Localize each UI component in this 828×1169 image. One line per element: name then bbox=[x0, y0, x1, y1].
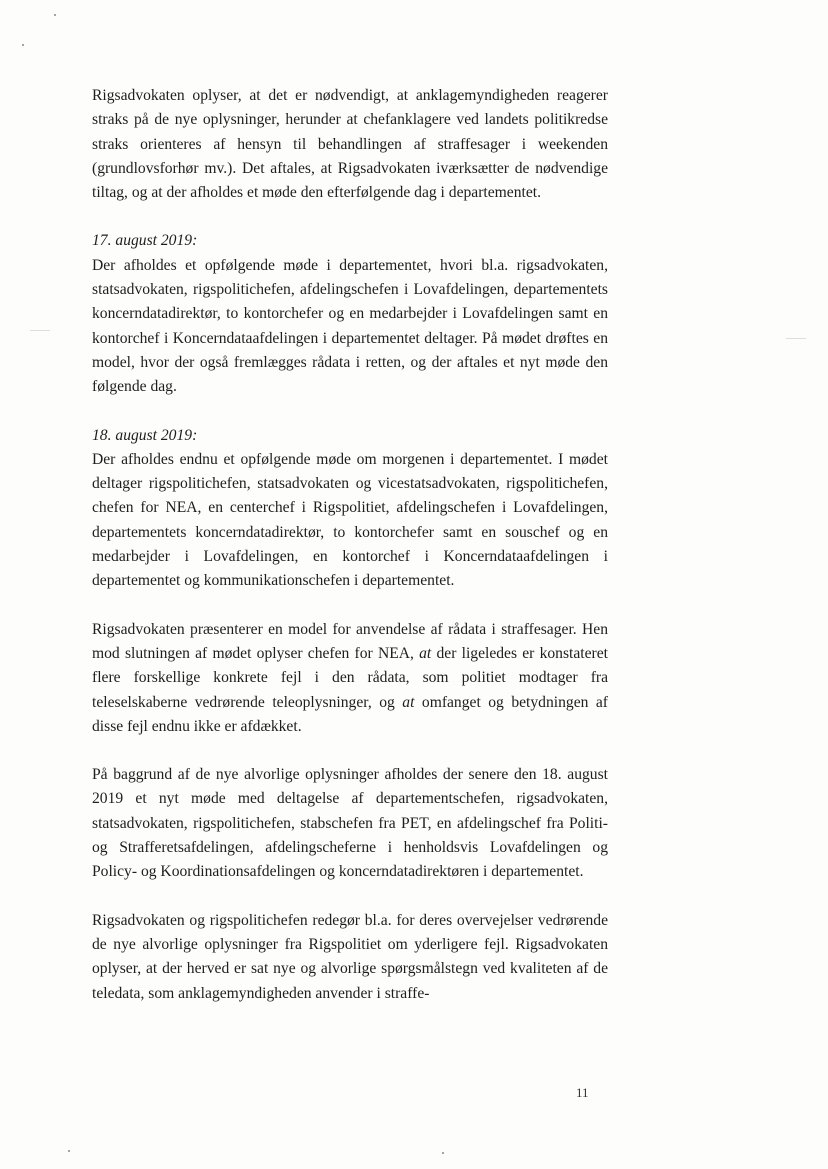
document-body bbox=[92, 84, 608, 1006]
date-heading-17-august: 17. august 2019: bbox=[92, 232, 198, 250]
scan-mark bbox=[30, 330, 50, 331]
date-heading-18-august: 18. august 2019: bbox=[92, 426, 198, 444]
paragraph-5: På baggrund af de nye alvorlige oplysninger afholdes der senere den 18. august 2019 et nyt møde med deltagelse af departementschefen, rigsadvokaten, statsadvokaten, rigspolitichefen, stabschefen fra PET, en afdelingschef fra Politi- og Strafferetsafdelingen, afdelingscheferne i henholdsvis Lovafdelingen og Policy- og Koordinationsafdelingen og koncerndatadirektøren i departementet. bbox=[92, 766, 608, 881]
paragraph-1: Rigsadvokaten oplyser, at det er nødvendigt, at anklagemyndigheden reagerer straks på de nye oplysninger, herunder at chefanklagere ved landets politikredse straks orienteres af hensyn til behandlingen af straffesager i weekenden (grundlovsforhør mv.). Det aftales, at Rigsadvokaten iværksætter de nødvendige tiltag, og at der afholdes et møde den efterfølgende dag i departementet. bbox=[92, 87, 608, 202]
paragraph-6: Rigsadvokaten og rigspolitichefen redegør bl.a. for deres overvejelser vedrørende de nye alvorlige oplysninger fra Rigspolitiet om yderligere fejl. Rigsadvokaten oplyser, at der herved er sat nye og alvorlige spørgsmålstegn ved kvaliteten af de teledata, som anklagemyndigheden anvender i straffe- bbox=[92, 911, 608, 1002]
scan-mark bbox=[786, 338, 806, 339]
scan-speck bbox=[442, 1152, 444, 1154]
paragraph-4-part-3: omfanget og betydningen af disse fejl endnu ikke er afdækket. bbox=[92, 693, 608, 735]
paragraph-4-emphasis-2: at bbox=[402, 693, 415, 711]
scan-speck bbox=[22, 44, 24, 46]
paragraph-4 bbox=[92, 618, 608, 739]
paragraph-4-part-1: Rigsadvokaten præsenterer en model for anvendelse af rådata i straffesager. Hen mod slutningen af mødet oplyser chefen for NEA, bbox=[92, 620, 608, 662]
paragraph-2: Der afholdes et opfølgende møde i departementet, hvori bl.a. rigsadvokaten, statsadvokaten, rigspolitichefen, afdelingschefen i Lovafdelingen, departementets koncerndatadirektør, to kontorchefer og en medarbejder i Lovafdelingen samt en kontorchef i Koncerndataafdelingen i departementet deltager. På mødet drøftes en model, hvor der også fremlægges rådata i retten, og der aftales et nyt møde den følgende dag. bbox=[92, 256, 608, 396]
page-number: 11 bbox=[576, 1085, 589, 1100]
paragraph-3: Der afholdes endnu et opfølgende møde om morgenen i departementet. I mødet deltager rigspolitichefen, statsadvokaten og vicestatsadvokaten, rigspolitichefen, chefen for NEA, en centerchef i Rigspolitiet, afdelingschefen i Lovafdelingen, departementets koncerndatadirektør, to kontorchefer samt en souschef og en medarbejder i Lovafdelingen, en kontorchef i Koncerndataafdelingen i departementet og kommunikationschefen i departementet. bbox=[92, 450, 608, 590]
scan-speck bbox=[68, 1150, 70, 1152]
scan-speck bbox=[54, 14, 56, 16]
paragraph-4-emphasis-1: at bbox=[419, 644, 432, 662]
paragraph-4-part-2: der ligeledes er konstateret flere forskellige konkrete fejl i den rådata, som politiet modtager fra teleselskaberne vedrørende teleoplysninger, og bbox=[92, 644, 608, 711]
